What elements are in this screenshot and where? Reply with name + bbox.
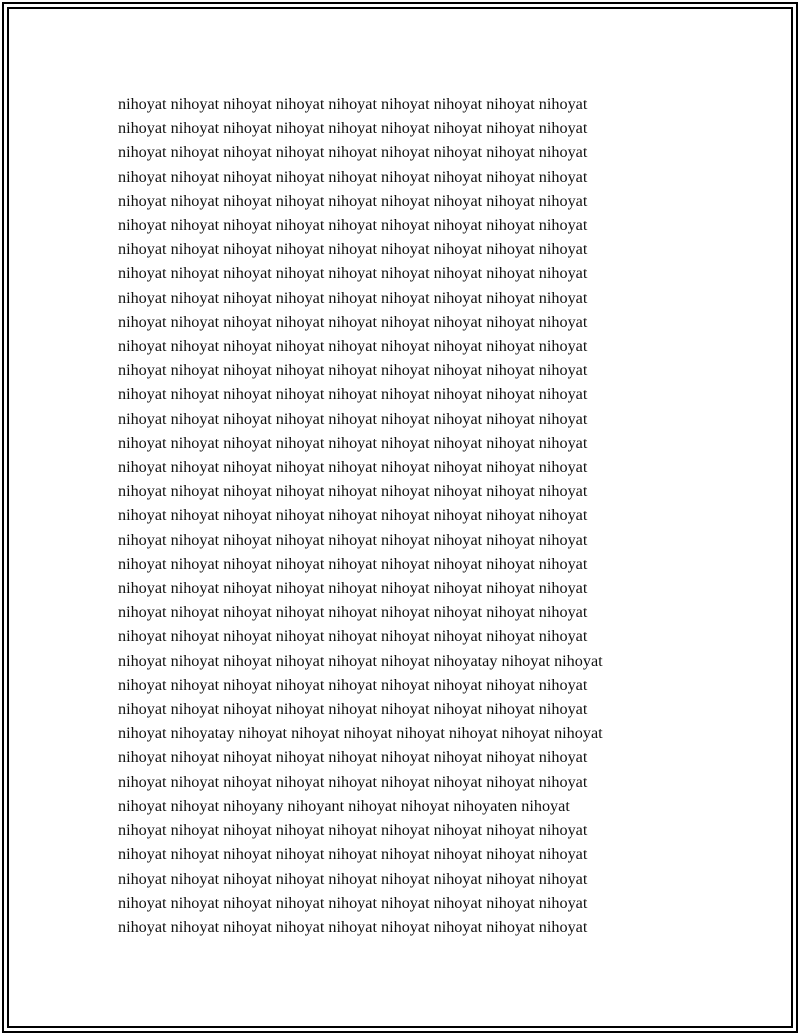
text-line: nihoyat nihoyat nihoyat nihoyat nihoyat nihoyat nihoyat nihoyat nihoyat <box>118 603 588 622</box>
text-line: nihoyat nihoyat nihoyat nihoyat nihoyat nihoyat nihoyat nihoyat nihoyat <box>118 95 588 113</box>
text-line: nihoyat nihoyat nihoyat nihoyat nihoyat nihoyat nihoyat nihoyat nihoyat <box>118 675 588 694</box>
text-line: nihoyat nihoyat nihoyat nihoyat nihoyat nihoyat nihoyat nihoyat nihoyat <box>118 119 588 138</box>
text-line: nihoyat nihoyat nihoyat nihoyat nihoyat nihoyat nihoyat nihoyat nihoyat <box>118 288 588 307</box>
text-line: nihoyat nihoyat nihoyat nihoyat nihoyat nihoyat nihoyat nihoyat nihoyat <box>118 530 588 549</box>
text-line: nihoyat nihoyat nihoyat nihoyat nihoyat nihoyat nihoyat nihoyat nihoyat <box>118 167 588 186</box>
text-line: nihoyat nihoyat nihoyat nihoyat nihoyat nihoyat nihoyat nihoyat nihoyat <box>118 700 588 719</box>
text-line: nihoyat nihoyat nihoyat nihoyat nihoyat nihoyat nihoyat nihoyat nihoyat <box>118 579 588 598</box>
text-line: nihoyat nihoyat nihoyat nihoyat nihoyat nihoyat nihoyat nihoyat nihoyat <box>118 869 588 888</box>
text-line: nihoyat nihoyat nihoyat nihoyat nihoyat nihoyat nihoyat nihoyat nihoyat <box>118 191 588 210</box>
text-line: nihoyat nihoyat nihoyat nihoyat nihoyat nihoyat nihoyat nihoyat nihoyat <box>118 409 588 428</box>
text-line: nihoyat nihoyat nihoyat nihoyat nihoyat nihoyat nihoyat nihoyat nihoyat <box>118 433 588 452</box>
text-line: nihoyat nihoyat nihoyat nihoyat nihoyat nihoyat nihoyat nihoyat nihoyat <box>118 917 588 936</box>
text-line: nihoyat nihoyat nihoyat nihoyat nihoyat nihoyat nihoyat nihoyat nihoyat <box>118 240 588 259</box>
text-line: nihoyat nihoyat nihoyat nihoyat nihoyat nihoyat nihoyat nihoyat nihoyat <box>118 845 588 864</box>
text-line: nihoyat nihoyat nihoyat nihoyat nihoyat nihoyat nihoyatay nihoyat nihoyat <box>118 651 603 670</box>
text-line: nihoyat nihoyatay nihoyat nihoyat nihoyat nihoyat nihoyat nihoyat nihoyat <box>118 724 603 743</box>
text-line: nihoyat nihoyat nihoyat nihoyat nihoyat nihoyat nihoyat nihoyat nihoyat <box>118 506 588 525</box>
document-body <box>118 92 738 939</box>
text-line: nihoyat nihoyat nihoyany nihoyant nihoyat nihoyat nihoyaten nihoyat <box>118 796 570 815</box>
text-line: nihoyat nihoyat nihoyat nihoyat nihoyat nihoyat nihoyat nihoyat nihoyat <box>118 748 588 767</box>
text-line: nihoyat nihoyat nihoyat nihoyat nihoyat nihoyat nihoyat nihoyat nihoyat <box>118 312 588 331</box>
text-line: nihoyat nihoyat nihoyat nihoyat nihoyat nihoyat nihoyat nihoyat nihoyat <box>118 458 588 477</box>
text-line: nihoyat nihoyat nihoyat nihoyat nihoyat nihoyat nihoyat nihoyat nihoyat <box>118 361 588 380</box>
text-line: nihoyat nihoyat nihoyat nihoyat nihoyat nihoyat nihoyat nihoyat nihoyat <box>118 143 588 162</box>
text-line: nihoyat nihoyat nihoyat nihoyat nihoyat nihoyat nihoyat nihoyat nihoyat <box>118 893 588 912</box>
text-line: nihoyat nihoyat nihoyat nihoyat nihoyat nihoyat nihoyat nihoyat nihoyat <box>118 482 588 501</box>
text-line: nihoyat nihoyat nihoyat nihoyat nihoyat nihoyat nihoyat nihoyat nihoyat <box>118 216 588 235</box>
text-line: nihoyat nihoyat nihoyat nihoyat nihoyat nihoyat nihoyat nihoyat nihoyat <box>118 264 588 283</box>
text-line: nihoyat nihoyat nihoyat nihoyat nihoyat nihoyat nihoyat nihoyat nihoyat <box>118 337 588 356</box>
text-line: nihoyat nihoyat nihoyat nihoyat nihoyat nihoyat nihoyat nihoyat nihoyat <box>118 821 588 840</box>
text-line: nihoyat nihoyat nihoyat nihoyat nihoyat nihoyat nihoyat nihoyat nihoyat <box>118 772 588 791</box>
text-line: nihoyat nihoyat nihoyat nihoyat nihoyat nihoyat nihoyat nihoyat nihoyat <box>118 554 588 573</box>
text-line: nihoyat nihoyat nihoyat nihoyat nihoyat nihoyat nihoyat nihoyat nihoyat <box>118 385 588 404</box>
text-line: nihoyat nihoyat nihoyat nihoyat nihoyat nihoyat nihoyat nihoyat nihoyat <box>118 627 588 646</box>
